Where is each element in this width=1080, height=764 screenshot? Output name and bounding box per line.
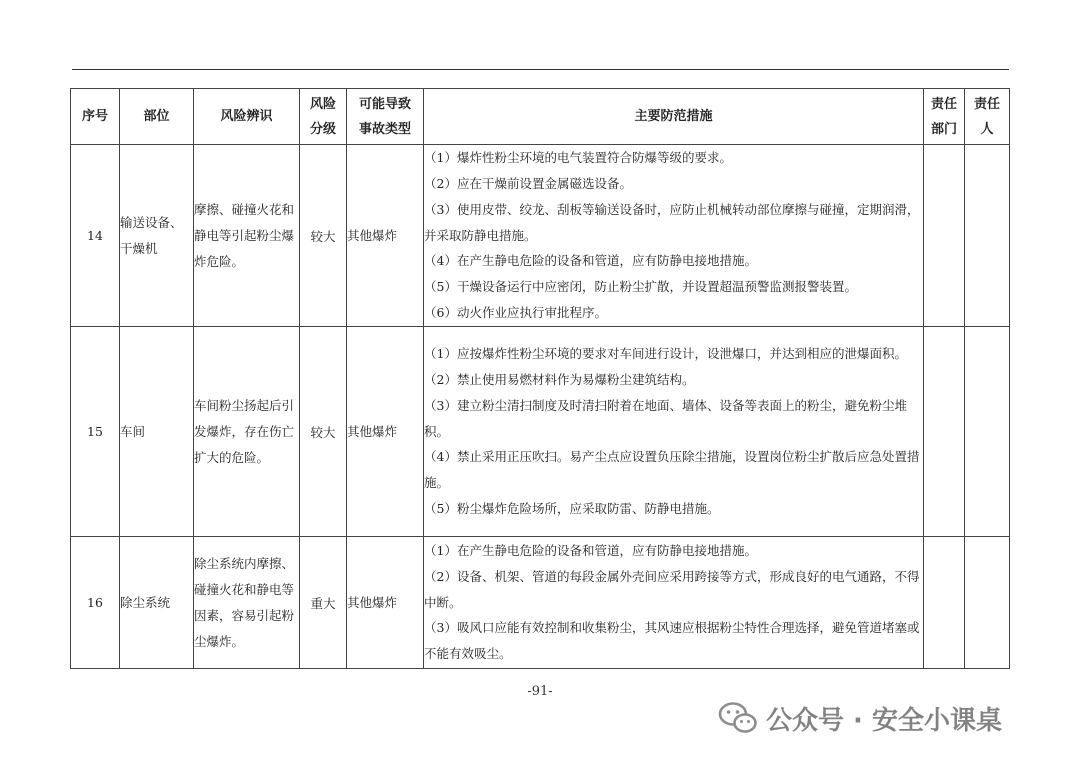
measure-item: （1）在产生静电危险的设备和管道，应有防静电接地措施。 [424,543,757,558]
measure-item: （6）动火作业应执行审批程序。 [424,304,607,320]
table-row [71,327,1010,537]
header-part: 部位 [120,89,194,145]
measure-item: （4）在产生静电危险的设备和管道，应有防静电接地措施。 [424,253,757,269]
row-measures [424,145,924,327]
watermark-text: 公众号 · 安全小课桌 [766,705,1002,736]
wechat-icon [718,701,758,735]
measure-item: （2）应在干燥前设置金属磁选设备。 [424,176,632,191]
header-level: 风险分级 [300,89,347,145]
measure-item: （4）禁止采用正压吹扫。易产尘点应设置负压除尘措施，设置岗位粉尘扩散后应急处置措施。 [424,449,920,491]
measure-item: （1）爆炸性粉尘环境的电气装置符合防爆等级的要求。 [424,150,732,166]
row-risk: 除尘系统内摩擦、碰撞火花和静电等因素，容易引起粉尘爆炸。 [194,537,300,669]
row-part: 输送设备、干燥机 [120,145,194,327]
header-person: 责任人 [965,89,1010,145]
risk-table [70,88,1010,669]
measure-item: （3）建立粉尘清扫制度及时清扫附着在地面、墙体、设备等表面上的粉尘，避免粉尘堆积。 [424,397,907,439]
header-dept: 责任部门 [924,89,965,145]
row-person [965,327,1010,537]
row-no: 15 [71,327,120,537]
row-measures [424,327,924,537]
row-measures [424,537,924,669]
row-no: 16 [71,537,120,669]
row-person [965,537,1010,669]
measure-item: （5）干燥设备运行中应密闭，防止粉尘扩散，并设置超温预警监测报警装置。 [424,279,857,295]
watermark [718,700,1002,736]
measure-item: （2）禁止使用易燃材料作为易爆粉尘建筑结构。 [424,372,695,387]
header-measures: 主要防范措施 [424,89,924,145]
table-row [71,537,1010,669]
header-no: 序号 [71,89,120,145]
row-no: 14 [71,145,120,327]
row-dept [924,145,965,327]
row-part: 车间 [120,327,194,537]
row-accident: 其他爆炸 [347,145,424,327]
row-person [965,145,1010,327]
measure-item: （3）使用皮带、绞龙、刮板等输送设备时，应防止机械转动部位摩擦与碰撞，定期润滑，并采取防静电措施。 [424,201,920,243]
header-accident: 可能导致事故类型 [347,89,424,145]
row-level: 较大 [300,145,347,327]
header-risk: 风险辨识 [194,89,300,145]
row-level: 较大 [300,327,347,537]
table-row [71,145,1010,327]
table-header-row [71,89,1010,145]
row-accident: 其他爆炸 [347,327,424,537]
row-dept [924,537,965,669]
measure-item: （5）粉尘爆炸危险场所，应采取防雷、防静电措施。 [424,500,720,516]
measure-item: （3）吸风口应能有效控制和收集粉尘，其风速应根据粉尘特性合理选择，避免管道堵塞或不能有效吸尘。 [424,620,920,662]
row-risk: 车间粉尘扬起后引发爆炸，存在伤亡扩大的危险。 [194,327,300,537]
row-dept [924,327,965,537]
page-number: -91- [527,684,553,699]
row-risk: 摩擦、碰撞火花和静电等引起粉尘爆炸危险。 [194,145,300,327]
top-rule [72,69,1009,70]
measure-item: （2）设备、机架、管道的每段金属外壳间应采用跨接等方式，形成良好的电气通路，不得中断。 [424,568,920,610]
row-accident: 其他爆炸 [347,537,424,669]
row-part: 除尘系统 [120,537,194,669]
measure-item: （1）应按爆炸性粉尘环境的要求对车间进行设计，设泄爆口，并达到相应的泄爆面积。 [424,346,907,362]
row-level: 重大 [300,537,347,669]
